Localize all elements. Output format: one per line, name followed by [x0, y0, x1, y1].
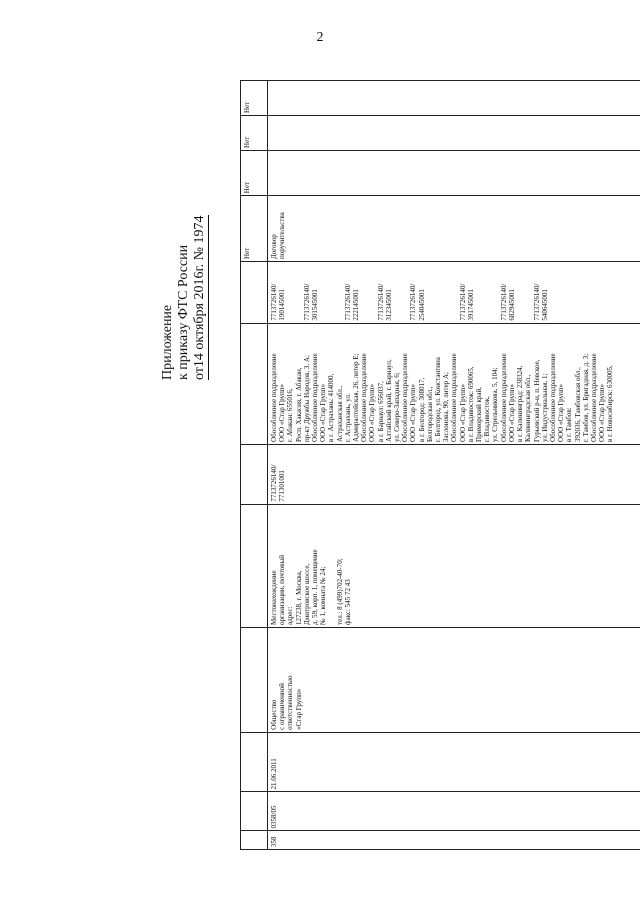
- cell-text-line: [516, 264, 524, 321]
- cell-text-line: [368, 264, 376, 321]
- cell-text-line: «Стар Групп»: [294, 688, 303, 730]
- cell-text-line: Белгородская обл.,: [425, 386, 434, 442]
- organization-location: [268, 504, 640, 627]
- cell-text-line: 7713726140/: [458, 283, 467, 321]
- table-header-row: [241, 81, 268, 850]
- cell-text-line: 127238, г. Москва,: [294, 570, 303, 625]
- row-number: 358: [268, 831, 640, 850]
- cell-text-line: Обособленное подразделение: [311, 353, 320, 442]
- table-header-cell: [241, 792, 268, 831]
- cell-text-line: в г. Владивосток: 690065,: [466, 366, 475, 442]
- cell-text-line: ул. Северо-Западная, 6;: [393, 372, 402, 442]
- cell-text-line: [327, 264, 335, 321]
- cell-text-line: Астраханская обл.,: [335, 385, 344, 442]
- cell-text-line: 7713726140/: [376, 283, 385, 321]
- cell-text-line: Обособленное подразделение: [450, 353, 459, 442]
- cell-text-line: 7713726140/: [499, 283, 508, 321]
- cell-text-line: Обособленное подразделение: [548, 353, 557, 442]
- cell-text-line: Обособленное подразделение: [401, 353, 410, 442]
- cell-text-line: 7713726140/: [532, 283, 541, 321]
- table-header-cell: Нет: [241, 116, 268, 151]
- cell-text-line: в г. Тамбов:: [565, 407, 574, 442]
- cell-text-line: тел.: 8 (499)702-40-70;: [335, 558, 344, 625]
- cell-text-line: Респ. Хакасия, г. Абакан,: [294, 367, 303, 442]
- cell-text-line: Договор: [270, 234, 278, 259]
- table-header-cell: [241, 504, 268, 627]
- cell-text-line: [286, 264, 294, 321]
- cell-text-line: Местонахождение: [270, 570, 278, 625]
- header-order-date-number: от14 октября 2016г. № 1974: [192, 215, 207, 380]
- cell-text-line: 7713726140/: [302, 283, 311, 321]
- cell-text-line: в г. Астрахань: 414000,: [327, 373, 336, 442]
- table-header-cell: Нет: [241, 196, 268, 262]
- cell-text-line: пр-кт Дружбы Народов, 3, А;: [302, 355, 311, 442]
- cell-text-line: [524, 264, 532, 321]
- cell-text-line: г. Владивосток,: [483, 396, 492, 442]
- cell-text-line: адрес:: [286, 606, 295, 625]
- cell-text-line: [483, 264, 491, 321]
- cell-text-line: Алтайский край, г. Барнаул,: [384, 359, 393, 442]
- header-appendix: Приложение: [160, 304, 175, 380]
- no-column-cell: [268, 116, 640, 151]
- cell-text-line: ООО «Стар Групп»: [598, 383, 607, 442]
- cell-text-line: организации, почтовый: [278, 555, 287, 625]
- organization-name: [268, 627, 640, 732]
- table-header-cell: [241, 261, 268, 323]
- branch-addresses: [268, 323, 640, 444]
- cell-text-line: в г. Новосибирск: 630005,: [606, 365, 615, 442]
- cell-text-line: с ограниченной: [278, 683, 287, 730]
- table-header-cell: [241, 444, 268, 504]
- cell-text-line: ответственностью: [286, 675, 295, 730]
- security-document-type: [268, 196, 640, 262]
- page-number: 2: [316, 30, 324, 45]
- no-column-cell: [268, 150, 640, 195]
- cell-text-line: г. Абакан: 655016,: [286, 388, 295, 442]
- header-order: к приказу ФТС России: [176, 244, 191, 380]
- table-header-cell: Нет: [241, 81, 268, 116]
- cell-text-line: Калининградская обл.,: [524, 374, 533, 442]
- cell-text-line: [426, 264, 434, 321]
- registry-table: [240, 80, 640, 850]
- cell-text-line: 391745001: [466, 289, 475, 321]
- table-header-cell: [241, 732, 268, 792]
- cell-text-line: факс: 545 72 43: [343, 579, 352, 625]
- cell-text-line: ООО «Стар Групп»: [458, 383, 467, 442]
- cell-text-line: поручительства: [278, 212, 287, 259]
- cell-text-line: 392036, Тамбовская обл.,: [573, 367, 582, 442]
- cell-text-line: 7713726140/: [270, 283, 278, 321]
- cell-text-line: [450, 264, 458, 321]
- cell-text-line: Обособленное подразделение: [499, 353, 508, 442]
- cell-text-line: 190145001: [278, 289, 287, 321]
- cell-text-line: 301545001: [311, 289, 320, 321]
- cell-text-line: ООО «Стар Групп»: [368, 383, 377, 442]
- cell-text-line: [401, 264, 409, 321]
- rotated-document: [160, 80, 640, 850]
- cell-text-line: г. Астрахань, ул.: [343, 393, 352, 442]
- table-header-cell: [241, 831, 268, 850]
- cell-text-line: [393, 264, 401, 321]
- cell-text-line: № 1, комната № 24;: [319, 566, 328, 625]
- cell-text-line: Общество: [270, 699, 278, 730]
- organization-inn-kpp: 7713726140/ 771301001: [268, 444, 640, 504]
- cell-text-line: 7713726140/: [409, 283, 418, 321]
- table-header-cell: [241, 323, 268, 444]
- cell-text-line: ул. Стрельникова, 5, 104;: [491, 367, 500, 442]
- no-column-cell: [268, 81, 640, 116]
- table-row: [268, 81, 640, 850]
- cell-text-line: 7713726140/: [343, 283, 352, 321]
- cell-text-line: Обособленное подразделение: [270, 353, 278, 442]
- cell-text-line: 254045001: [417, 289, 426, 321]
- cell-text-line: [442, 264, 450, 321]
- cell-text-line: [327, 507, 335, 625]
- cell-text-line: г. Тамбов, ул. Бригадная, д. 3;: [581, 353, 590, 442]
- cell-text-line: Приморский край,: [475, 386, 484, 442]
- cell-text-line: Заслонова, 90, литер А;: [442, 372, 451, 442]
- cell-text-line: [336, 264, 344, 321]
- cell-text-line: ООО «Стар Групп»: [319, 383, 328, 442]
- cell-text-line: 682945001: [507, 289, 516, 321]
- cell-text-line: г. Белгород, ул. Константина: [434, 357, 443, 442]
- cell-text-line: ООО «Стар Групп»: [557, 383, 566, 442]
- cell-text-line: [491, 264, 499, 321]
- cell-text-line: ул. Индустриальная, 1;: [540, 373, 549, 442]
- cell-text-line: в г. Калининград: 238324,: [516, 365, 525, 442]
- cell-text-line: [295, 264, 303, 321]
- registration-date: 21.06.2011: [268, 732, 640, 792]
- cell-text-line: ООО «Стар Групп»: [278, 383, 287, 442]
- cell-text-line: [319, 264, 327, 321]
- cell-text-line: Гурьевский р-н, п. Невское,: [532, 359, 541, 442]
- cell-text-line: д. 59, корп. 1, помещение: [311, 549, 320, 625]
- cell-text-line: ООО «Стар Групп»: [507, 383, 516, 442]
- cell-text-line: Обособленное подразделение: [360, 353, 369, 442]
- cell-text-line: 222145001: [352, 289, 361, 321]
- cell-text-line: 312345001: [384, 289, 393, 321]
- cell-text-line: [434, 264, 442, 321]
- cell-text-line: [475, 264, 483, 321]
- table-header-cell: [241, 627, 268, 732]
- cell-text-line: Адмиралтейская, 26, литер Е;: [352, 353, 361, 442]
- cell-text-line: ООО «Стар Групп»: [409, 383, 418, 442]
- cell-text-line: в г. Белгород: 308017,: [417, 377, 426, 442]
- cell-text-line: в г. Барнаул: 656037,: [376, 381, 385, 442]
- registration-number: 0358/05: [268, 792, 640, 831]
- cell-text-line: [360, 264, 368, 321]
- cell-text-line: 540645001: [540, 289, 549, 321]
- order-header: [160, 80, 209, 380]
- cell-text-line: Дмитровское шоссе,: [302, 563, 311, 625]
- branch-inn-kpp: [268, 261, 640, 323]
- cell-text-line: Обособленное подразделение: [589, 353, 598, 442]
- table-header-cell: Нет: [241, 150, 268, 195]
